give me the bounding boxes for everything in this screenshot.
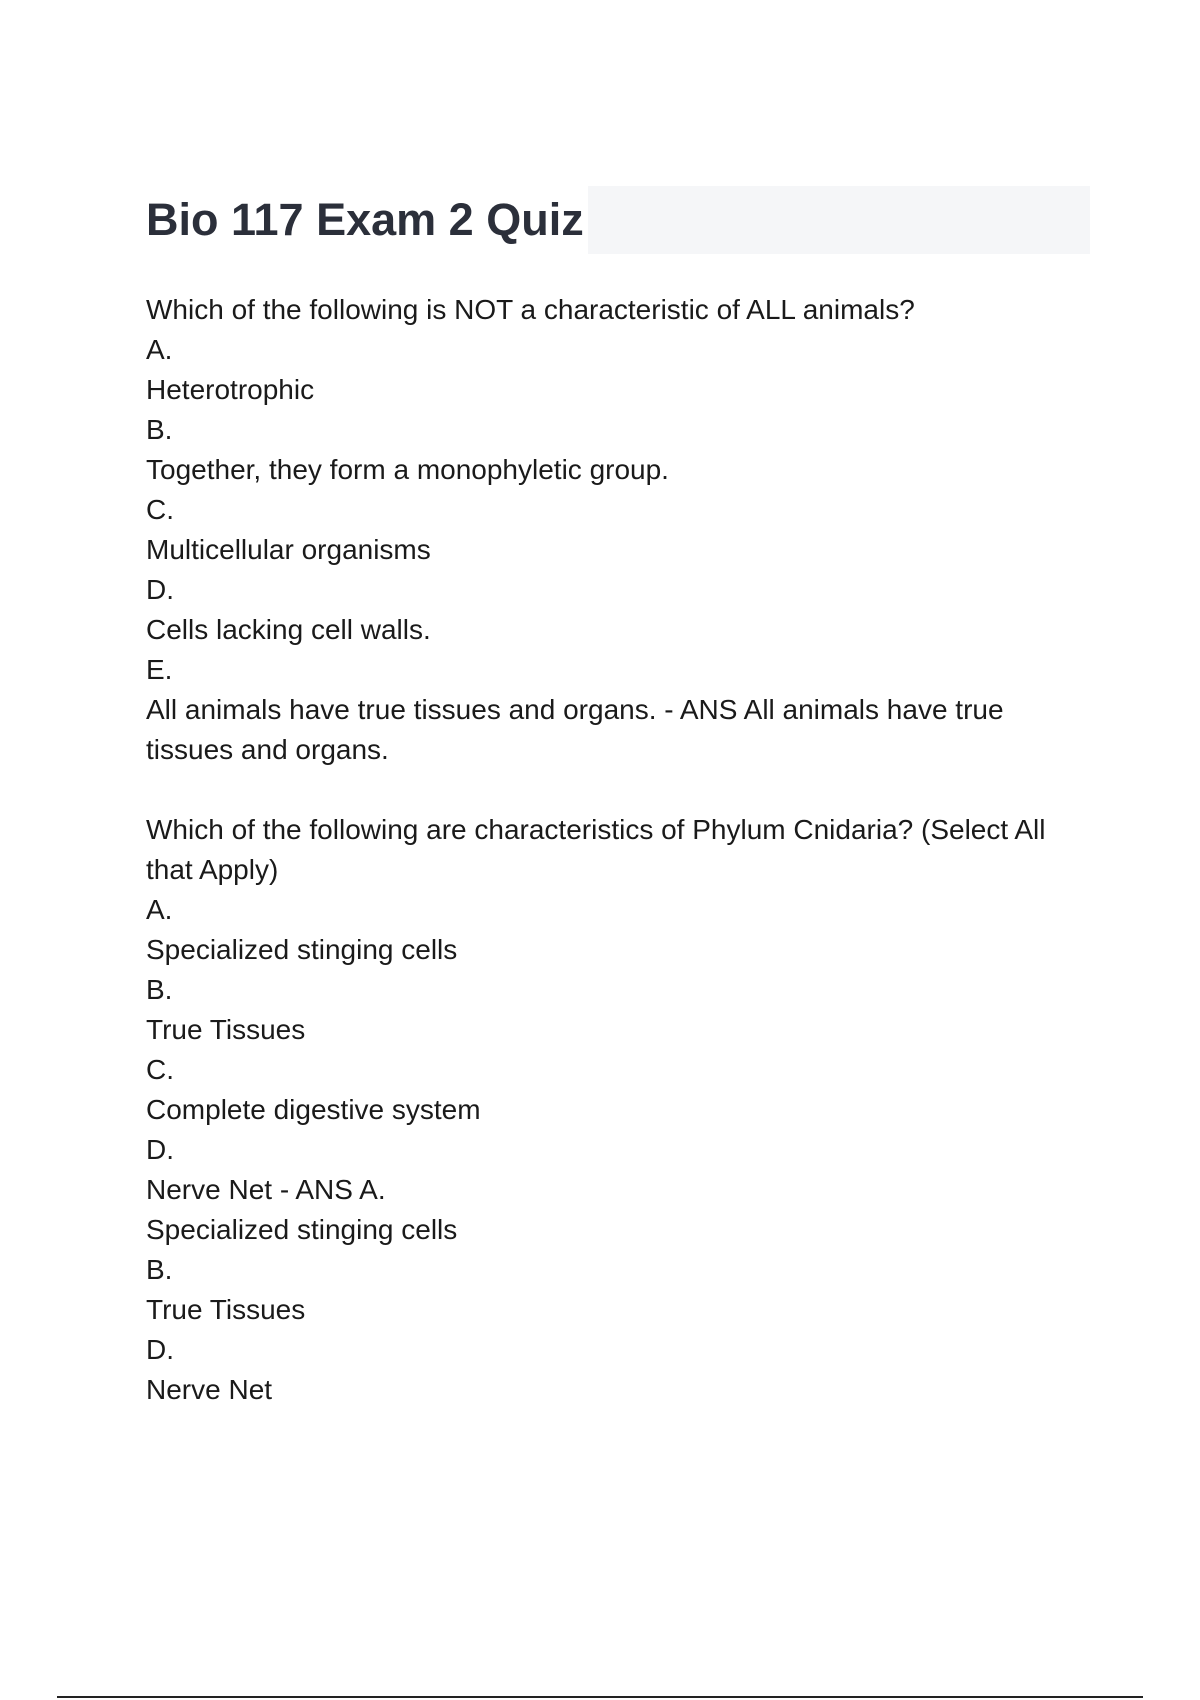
answer-text: Nerve Net xyxy=(146,1374,273,1405)
option-text: Together, they form a monophyletic group. xyxy=(146,454,669,485)
question-2 xyxy=(146,810,1090,1410)
answer-letter: D. xyxy=(146,1334,174,1365)
quiz-content xyxy=(146,290,1090,1410)
option-letter: D. xyxy=(146,574,174,605)
option-text: Multicellular organisms xyxy=(146,534,431,565)
option-text: Specialized stinging cells xyxy=(146,934,458,965)
option-text: Complete digestive system xyxy=(146,1094,481,1125)
option-letter: C. xyxy=(146,494,174,525)
option-letter: C. xyxy=(146,1054,174,1085)
option-text-with-answer: All animals have true tissues and organs. - ANS All animals have true tissues and organs. xyxy=(146,694,1004,765)
option-text: Cells lacking cell walls. xyxy=(146,614,431,645)
option-letter: E. xyxy=(146,654,173,685)
option-letter: A. xyxy=(146,334,173,365)
question-text: Which of the following are characteristics of Phylum Cnidaria? (Select All that Apply) xyxy=(146,814,1046,885)
option-text: Heterotrophic xyxy=(146,374,315,405)
question-text: Which of the following is NOT a characteristic of ALL animals? xyxy=(146,294,915,325)
option-letter: B. xyxy=(146,414,173,445)
answer-text: True Tissues xyxy=(146,1294,306,1325)
option-text-with-answer: Nerve Net - ANS A. xyxy=(146,1174,386,1205)
option-letter: A. xyxy=(146,894,173,925)
option-text: True Tissues xyxy=(146,1014,306,1045)
question-1 xyxy=(146,290,1090,770)
option-letter: D. xyxy=(146,1134,174,1165)
answer-text: Specialized stinging cells xyxy=(146,1214,458,1245)
footer-divider xyxy=(57,1696,1143,1698)
page-title: Bio 117 Exam 2 Quiz xyxy=(146,186,588,254)
option-letter: B. xyxy=(146,974,173,1005)
answer-letter: B. xyxy=(146,1254,173,1285)
